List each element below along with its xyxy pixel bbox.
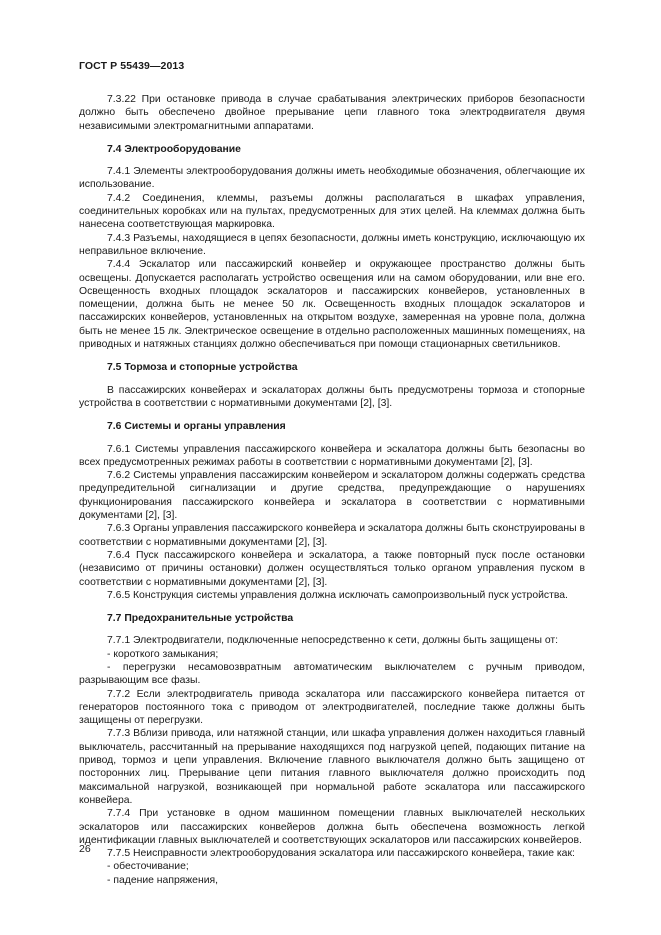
paragraph-7-6-5: 7.6.5 Конструкция системы управления должна исключать самопроизвольный пуск устройства. — [107, 589, 568, 601]
document-header: ГОСТ Р 55439—2013 — [79, 60, 185, 72]
paragraph-7-5: В пассажирских конвейерах и эскалаторах должны быть предусмотрены тормоза и стопорные устройства в соответствии с нормативными документами [2], [3]. — [79, 384, 585, 409]
paragraph-7-4-4: 7.4.4 Эскалатор или пассажирский конвейер и окружающее пространство должны быть освещены. Допускается располагать устройство освещения или на самом оборудовании, или вне его. Освещенность входных площадок эскалаторов и пассажирских конвейеров, установленных в помещении, должна быть не менее 50 лк. Освещенность входных площадок эскалаторов и пассажирских конвейеров, установленных на открытом воздухе, замеренная на уровне пола, должна быть не менее 15 лк. Электрическое освещение в отдельно расположенных машинных помещениях, на приводных и натяжных станциях должно обеспечиваться при помощи стационарных светильников. — [79, 259, 585, 351]
paragraph-7-6-4: 7.6.4 Пуск пассажирского конвейера и эскалатора, а также повторный пуск после остановки (независимо от причины остановки) должен осуществляться только органом управления пуском в соответствии с нормативными документами [2], [3]. — [79, 549, 585, 588]
section-heading-7-6: 7.6 Системы и органы управления — [107, 421, 286, 433]
paragraph-7-4-1: 7.4.1 Элементы электрооборудования должны иметь необходимые обозначения, облегчающие их использование. — [79, 166, 585, 191]
paragraph-7-7-4: 7.7.4 При установке в одном машинном помещении главных выключателей нескольких эскалаторов или пассажирских конвейеров должна быть обеспечена возможность легкой идентификации главных выключателей и соответствующих эскалаторов или пассажирских конвейеров. — [79, 808, 585, 846]
section-heading-7-7: 7.7 Предохранительные устройства — [107, 613, 294, 625]
list-item: - перегрузки несамовозвратным автоматическим выключателем с ручным приводом, разрывающим все фазы. — [79, 661, 585, 687]
paragraph-7-7-1: 7.7.1 Электродвигатели, подключенные непосредственно к сети, должны быть защищены от: — [107, 635, 559, 647]
paragraph-7-3-22: 7.3.22 При остановке привода в случае срабатывания электрических приборов безопасности должно быть обеспечено двойное прерывание цепи главного тока электродвигателя двумя независимыми электромагнитными аппаратами. — [79, 94, 585, 132]
list-item: - короткого замыкания; — [107, 648, 219, 660]
page-number: 26 — [79, 843, 91, 855]
paragraph-7-4-3: 7.4.3 Разъемы, находящиеся в цепях безопасности, должны иметь конструкцию, исключающую их неправильное включение. — [79, 232, 585, 257]
paragraph-7-4-2: 7.4.2 Соединения, клеммы, разъемы должны располагаться в шкафах управления, соединительных коробках или на пультах, предусмотренных для этих целей. На клеммах должна быть нанесена соответствующая маркировка. — [79, 192, 585, 231]
paragraph-7-7-5: 7.7.5 Неисправности электрооборудования эскалатора или пассажирского конвейера, такие как: — [107, 848, 575, 860]
section-heading-7-4: 7.4 Электрооборудование — [107, 143, 241, 155]
paragraph-7-7-3: 7.7.3 Вблизи привода, или натяжной станции, или шкафа управления должен находиться главный выключатель, рассчитанный на прерывание находящихся под нагрузкой цепей, подающих питание на привод, тормоз и цепи управления. Включение главного выключателя должно быть защищено от посторонних лиц. Прерывание цепи питания главного выключателя должно происходить под максимальной нагрузкой, возникающей при нормальной работе эскалатора или пассажирского конвейера. — [79, 728, 585, 806]
paragraph-7-6-1: 7.6.1 Системы управления пассажирского конвейера и эскалатора должны быть безопасны во всех предусмотренных режимах работы в соответствии с нормативными документами [2], [3]. — [79, 443, 585, 468]
paragraph-7-7-2: 7.7.2 Если электродвигатель привода эскалатора или пассажирского конвейера питается от генераторов постоянного тока с приводом от электродвигателей, последние также должны быть защищены от перегрузки. — [79, 688, 585, 727]
list-item: - обесточивание; — [107, 861, 189, 873]
paragraph-7-6-3: 7.6.3 Органы управления пассажирского конвейера и эскалатора должны быть сконструированы в соответствии с нормативными документами [2], [3]. — [79, 523, 585, 548]
list-item: - падение напряжения, — [107, 874, 219, 886]
document-body — [79, 93, 585, 887]
paragraph-7-6-2: 7.6.2 Системы управления пассажирским конвейером и эскалатором должны содержать средства предупредительной сигнализации и другие средства, предупреждающие о нарушениях функционирования пассажирского конвейера и эскалатора в соответствии с нормативными документами [2], [3]. — [79, 470, 585, 522]
section-heading-7-5: 7.5 Тормоза и стопорные устройства — [107, 362, 298, 374]
